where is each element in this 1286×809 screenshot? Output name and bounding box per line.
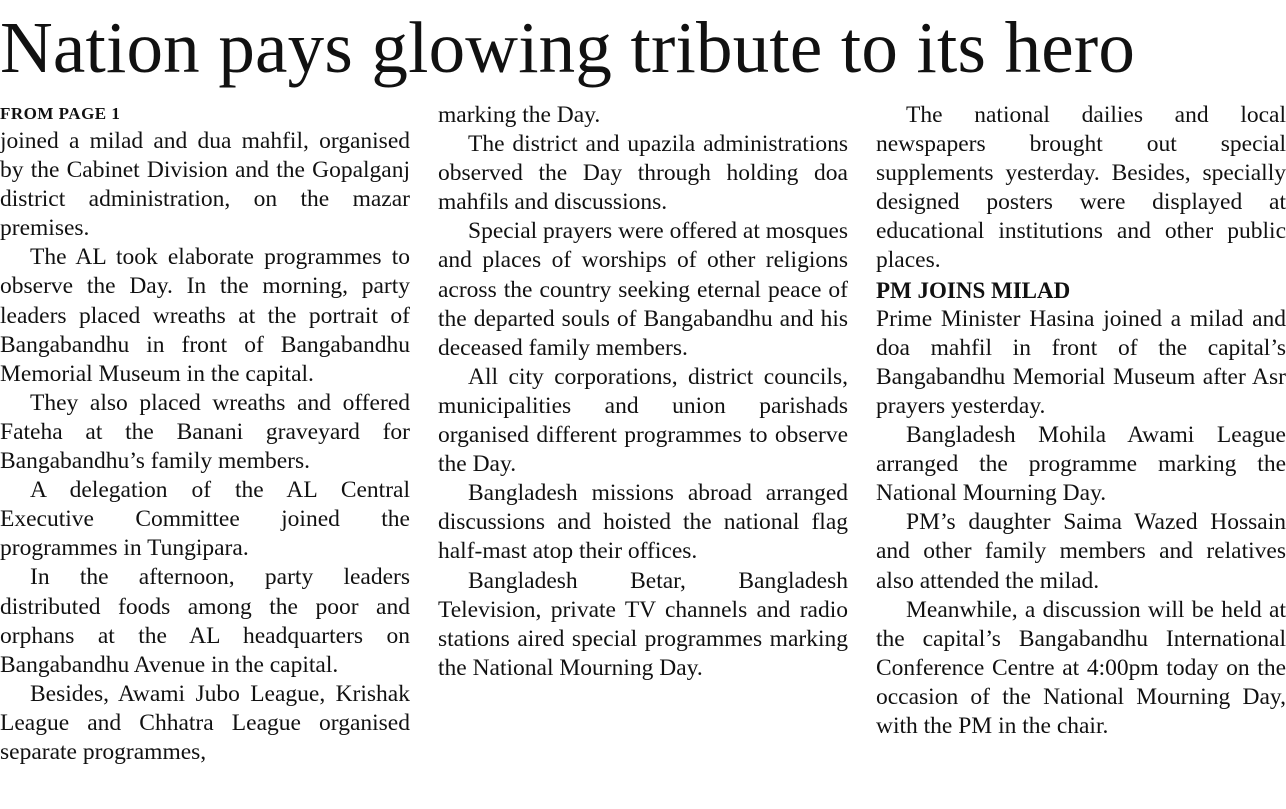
article-headline: Nation pays glowing tribute to its hero (0, 7, 1136, 88)
paragraph: Besides, Awami Jubo League, Krishak League and Chhatra League organised separate programmes, (0, 680, 410, 765)
paragraph: In the afternoon, party leaders distributed foods among the poor and orphans at the AL headquarters on Bangabandhu Avenue in the capital. (0, 564, 410, 678)
paragraph: They also placed wreaths and offered Fateha at the Banani graveyard for Bangabandhu’s family members. (0, 389, 410, 475)
article-column-1 (0, 101, 410, 767)
paragraph: Bangladesh Mohila Awami League arranged the programme marking the National Mourning Day. (876, 422, 1286, 507)
paragraph: A delegation of the AL Central Executive Committee joined the programmes in Tungipara. (0, 477, 410, 562)
paragraph: Meanwhile, a discussion will be held at the capital’s Bangabandhu International Conference Centre at 4:00pm today on the occasion of the National Mourning Day, with the PM in the chair. (876, 596, 1286, 739)
paragraph: The AL took elaborate programmes to observe the Day. In the morning, party leaders placed wreaths at the portrait of Bangabandhu in front of Bangabandhu Memorial Museum in the capital. (0, 244, 410, 387)
article-column-3 (876, 101, 1286, 741)
paragraph: Bangladesh missions abroad arranged discussions and hoisted the national flag half-mast atop their offices. (438, 480, 848, 565)
paragraph: Bangladesh Betar, Bangladesh Television, private TV channels and radio stations aired special programmes marking the National Mourning Day. (438, 567, 848, 681)
article-column-2 (438, 101, 848, 683)
section-subhead: PM JOINS MILAD (876, 277, 1071, 303)
paragraph: The national dailies and local newspapers brought out special supplements yesterday. Besides, specially designed posters were displayed at educational institutions and other public places. (876, 102, 1286, 274)
paragraph: Special prayers were offered at mosques and places of worships of other religions across the country seeking eternal peace of the departed souls of Bangabandhu and his deceased family members. (438, 218, 848, 361)
paragraph: All city corporations, district councils, municipalities and union parishads organised different programmes to observe the Day. (438, 363, 848, 478)
continued-from-label: FROM PAGE 1 (0, 104, 121, 123)
paragraph: joined a milad and dua mahfil, organised by the Cabinet Division and the Gopalganj district administration, on the mazar premises. (0, 128, 410, 242)
paragraph: marking the Day. (438, 102, 601, 128)
paragraph: Prime Minister Hasina joined a milad and doa mahfil in front of the capital’s Bangabandhu Memorial Museum after Asr prayers yesterday. (876, 305, 1286, 419)
paragraph: The district and upazila administrations observed the Day through holding doa mahfils and discussions. (438, 131, 848, 216)
paragraph: PM’s daughter Saima Wazed Hossain and other family members and relatives also attended the milad. (876, 509, 1286, 594)
